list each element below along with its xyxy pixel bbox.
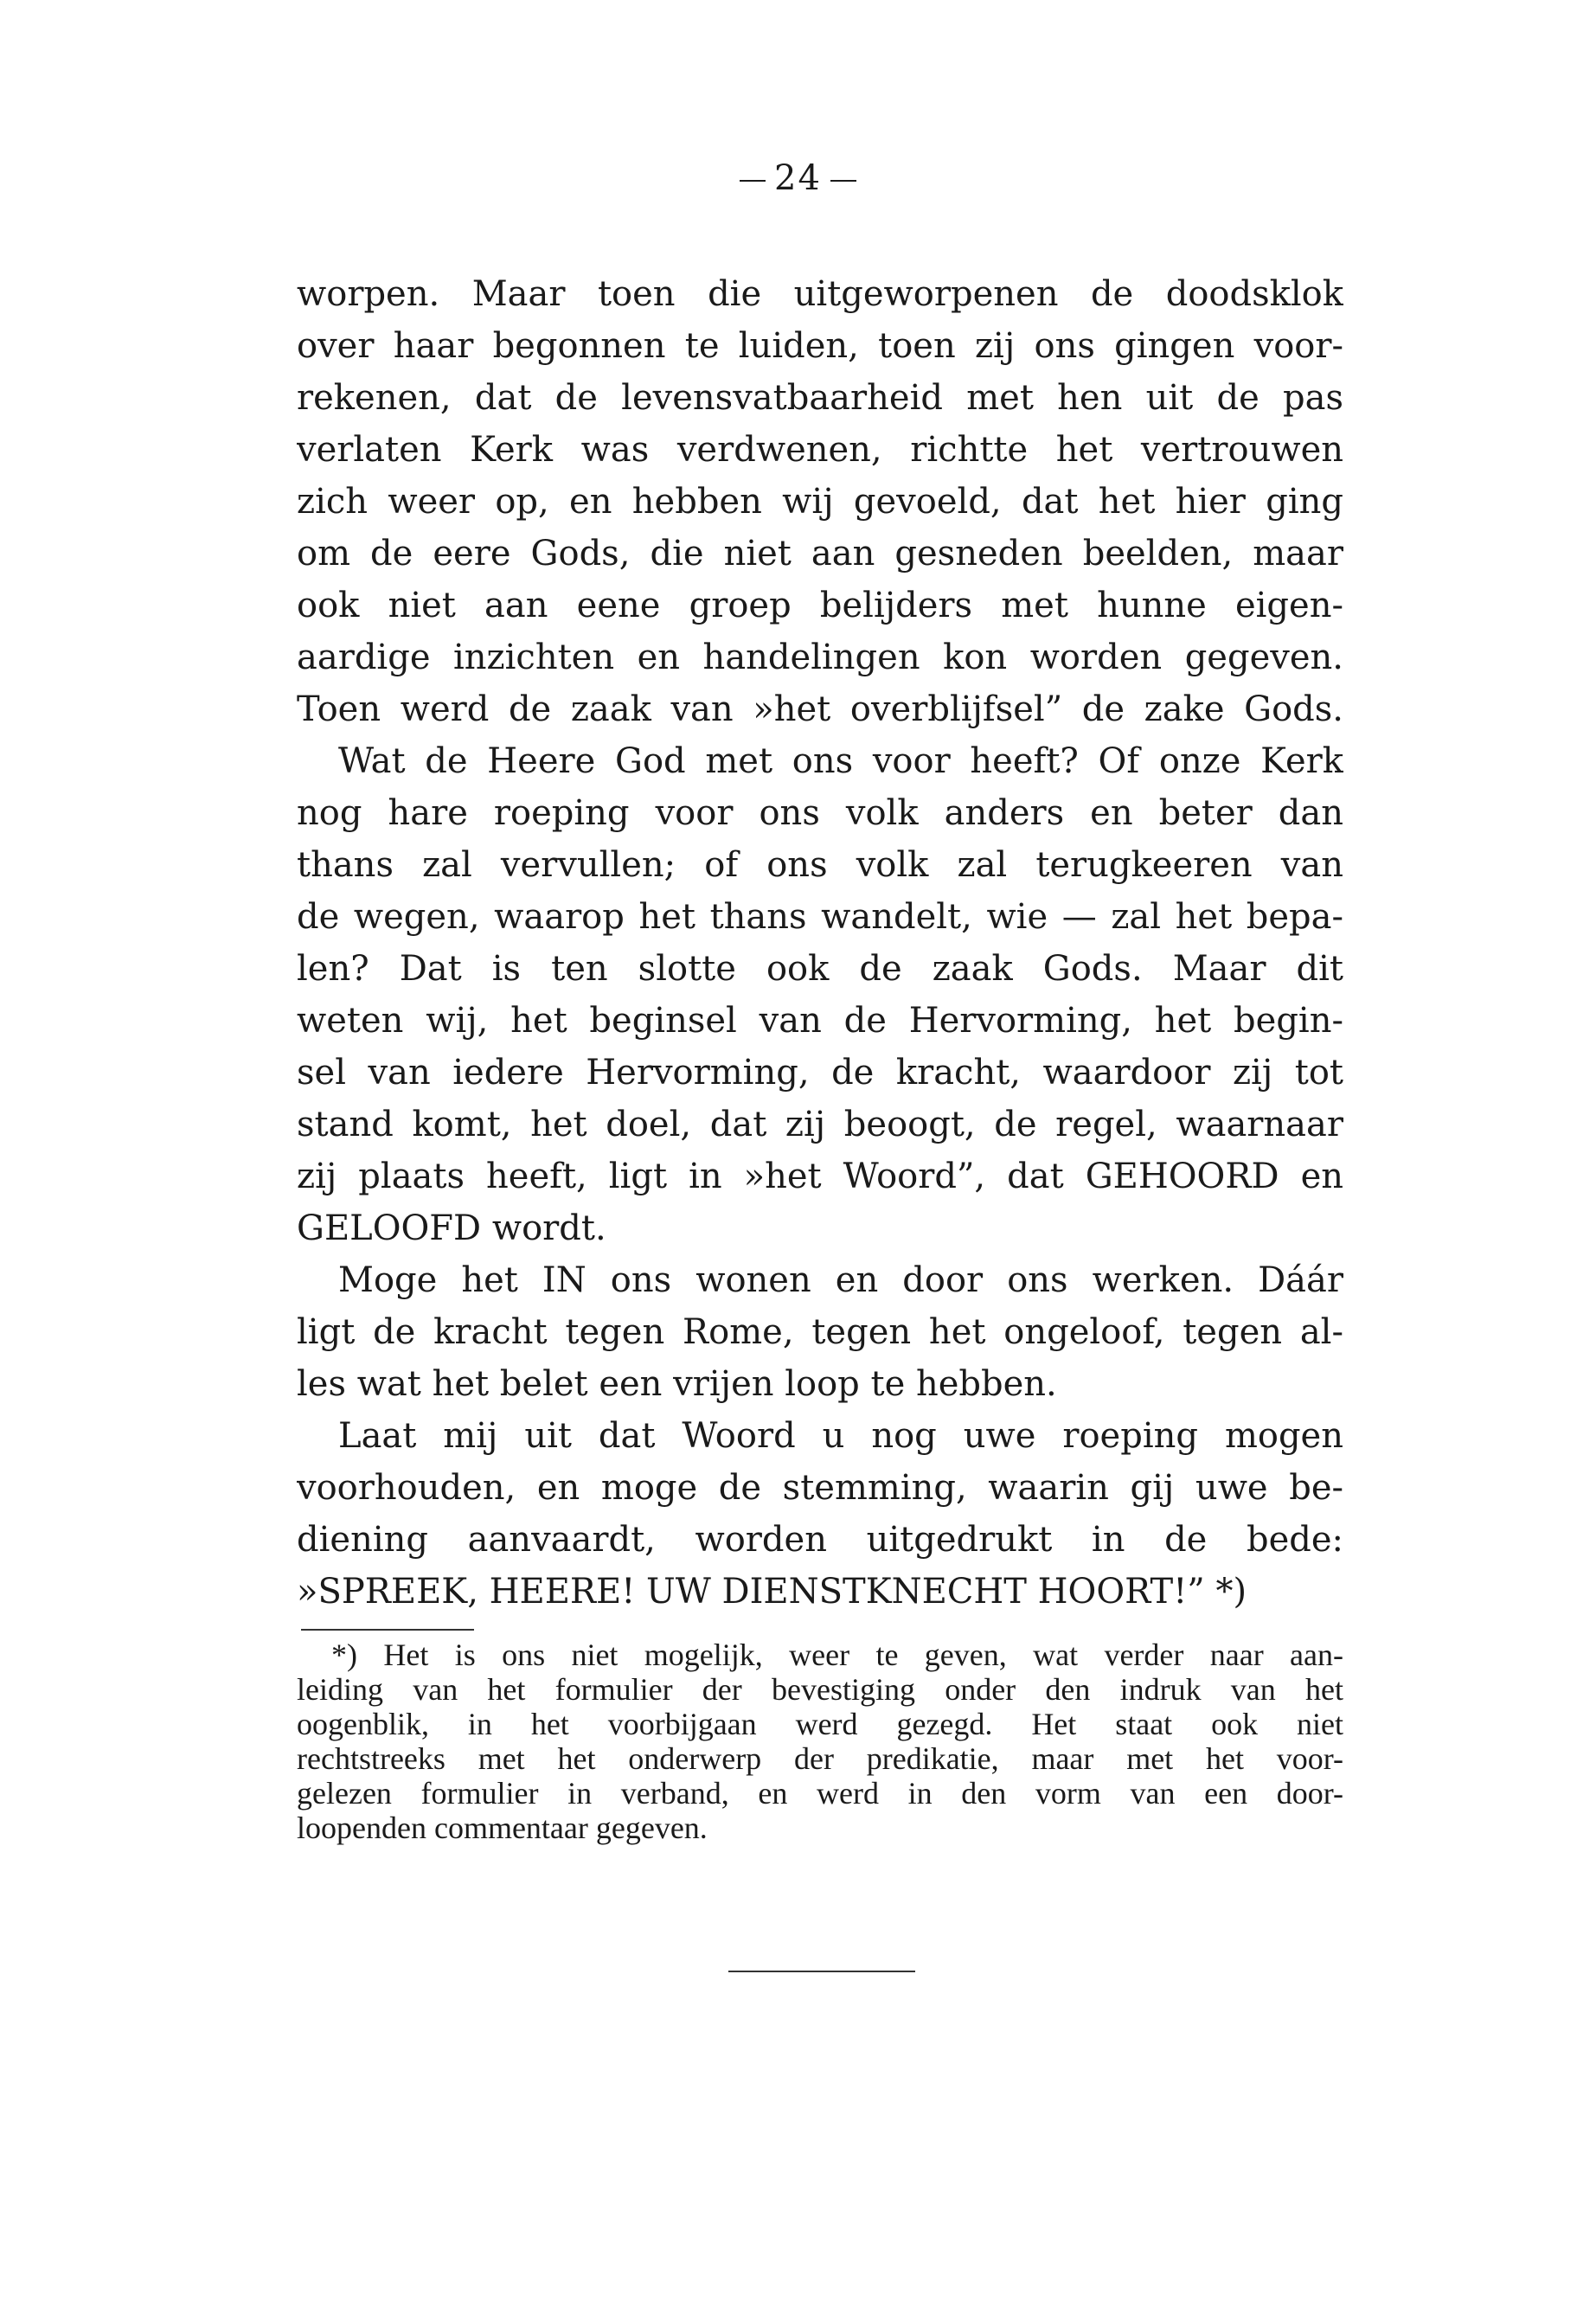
text-line: »SPREEK, HEERE! UW DIENSTKNECHT HOORT!” *) [297,1572,1247,1612]
footnote-line: rechtstreeks met het onderwerp der predikatie, maar met het voor- [297,1741,1343,1776]
page-number [0,158,1596,198]
text-line: over haar begonnen te luiden, toen zij ons gingen voor- [297,326,1343,366]
text-line: Toen werd de zaak van »het overblijfsel” de zake Gods. [297,689,1343,729]
text-line: verlaten Kerk was verdwenen, richtte het vertrouwen [297,430,1343,470]
text-line: GELOOFD wordt. [297,1208,606,1248]
footnote-divider [301,1629,474,1631]
text-line: voorhouden, en moge de stemming, waarin gij uwe be- [297,1468,1343,1508]
text-line: stand komt, het doel, dat zij beoogt, de regel, waarnaar [297,1105,1343,1144]
text-line: ook niet aan eene groep belijders met hunne eigen- [297,586,1343,625]
body-text [297,268,1343,1618]
page-number-value: 24 [774,158,822,198]
text-line: len? Dat is ten slotte ook de zaak Gods. Maar dit [297,949,1343,989]
footnote-line: gelezen formulier in verband, en werd in den vorm van een door- [297,1776,1343,1811]
text-line: aardige inzichten en handelingen kon worden gegeven. [297,638,1343,677]
text-line: Wat de Heere God met ons voor heeft? Of onze Kerk [338,741,1343,781]
page-number-dash-right [830,180,856,182]
text-line: diening aanvaardt, worden uitgedrukt in de bede: [297,1520,1343,1560]
footnote-line: oogenblik, in het voorbijgaan werd gezegd. Het staat ook niet [297,1707,1343,1741]
page-number-dash-left [740,180,766,182]
text-line: om de eere Gods, die niet aan gesneden beelden, maar [297,534,1343,574]
text-line: Laat mij uit dat Woord u nog uwe roeping mogen [338,1416,1343,1456]
footnote-line: *) Het is ons niet mogelijk, weer te geven, wat verder naar aan- [331,1638,1343,1672]
text-line: nog hare roeping voor ons volk anders en beter dan [297,793,1343,833]
text-line: worpen. Maar toen die uitgeworpenen de doodsklok [297,274,1343,314]
text-line: Moge het IN ons wonen en door ons werken. Dáár [338,1260,1343,1300]
footnote-line: loopenden commentaar gegeven. [297,1811,708,1845]
text-line: les wat het belet een vrijen loop te hebben. [297,1364,1057,1404]
text-line: zich weer op, en hebben wij gevoeld, dat het hier ging [297,482,1343,522]
text-line: weten wij, het beginsel van de Hervorming, het begin- [297,1001,1343,1041]
footnote [297,1638,1343,1845]
end-divider [728,1971,915,1972]
footnote-line: leiding van het formulier der bevestiging onder den indruk van het [297,1672,1343,1707]
text-line: thans zal vervullen; of ons volk zal terugkeeren van [297,845,1343,885]
text-line: de wegen, waarop het thans wandelt, wie — zal het bepa- [297,897,1343,937]
text-line: sel van iedere Hervorming, de kracht, waardoor zij tot [297,1053,1343,1093]
text-line: ligt de kracht tegen Rome, tegen het ongeloof, tegen al- [297,1312,1343,1352]
text-line: rekenen, dat de levensvatbaarheid met hen uit de pas [297,378,1343,418]
text-line: zij plaats heeft, ligt in »het Woord”, dat GEHOORD en [297,1157,1343,1196]
